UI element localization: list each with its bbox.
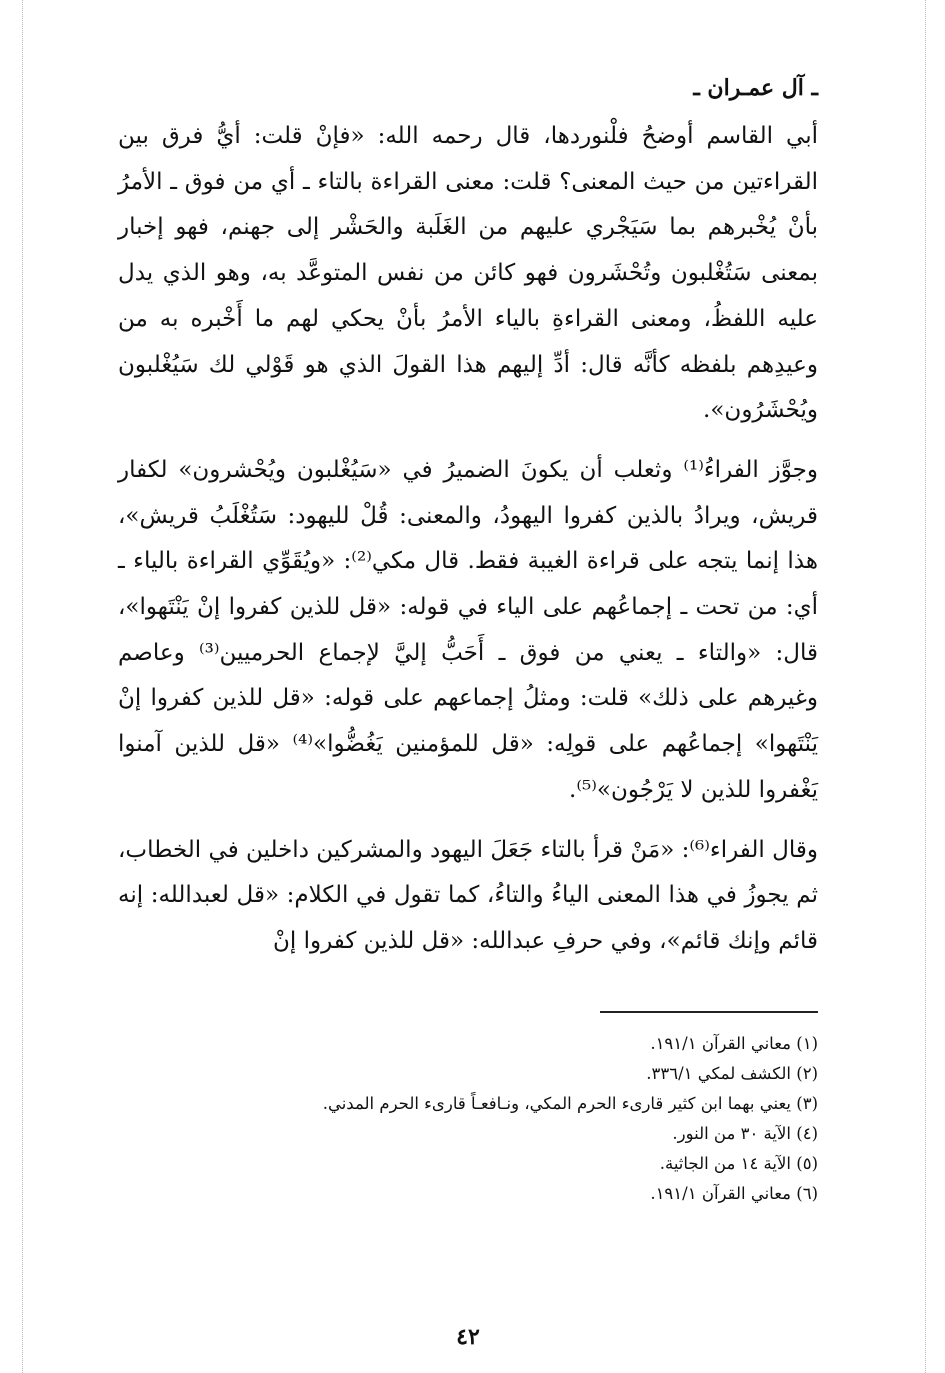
running-head: ـ آل عمـران ـ	[693, 75, 818, 101]
paragraph-1: أبي القاسم أوضحُ فلْنوردها، قال رحمه الله: «فإنْ قلت: أيُّ فرق بين القراءتين من حيث المعنى؟ قلت: معنى القراءة بالتاء ـ أي من فوق ـ الأمرُ بأنْ يُخْبرهم بما سَيَجْري عليهم من الغَلَبة والحَشْر إلى جهنم، فهو إخبار بمعنى سَتُغْلبون وتُحْشَرون فهو كائن من نفس المتوعَّد به، وهو الذي يدل عليه اللفظُ، ومعنى القراءةِ بالياء الأمرُ بأنْ يحكي لهم ما أَخْبره به من وعيدِهم بلفظه كأنَّه قال: أدِّ إليهم هذا القولَ الذي هو قَوْلي لك سَيُغْلبون ويُحْشَرُون».	[118, 123, 818, 424]
footnote-1: (١) معاني القرآن ١٩١/١.	[650, 1033, 818, 1053]
page-edge-right	[925, 0, 926, 1373]
body-text	[118, 114, 818, 965]
paragraph-3: وقال الفراء⁽⁶⁾: «مَنْ قرأ بالتاء جَعَلَ اليهود والمشركين داخلين في الخطاب، ثم يجوزُ في هذا المعنى الياءُ والتاءُ، كما تقول في الكلام: «قل لعبدالله: إنه قائم وإنك قائم»، وفي حرفِ عبدالله: «قل للذين كفروا إنْ	[118, 836, 818, 954]
footnote-separator	[600, 1011, 818, 1013]
footnote-6: (٦) معاني القرآن ١٩١/١.	[650, 1183, 818, 1203]
page-number: ٤٢	[456, 1324, 480, 1350]
footnote-5: (٥) الآية ١٤ من الجاثية.	[659, 1153, 818, 1173]
page-edge-left	[22, 0, 23, 1373]
footnote-3: (٣) يعني بهما ابن كثير قارىء الحرم المكي، ونـافعـاً قارىء الحرم المدني.	[322, 1093, 818, 1113]
book-page	[118, 62, 818, 1362]
footnote-2: (٢) الكشف لمكي ٣٣٦/١.	[646, 1063, 818, 1083]
footnotes-list	[118, 1029, 818, 1209]
paragraph-2: وجوَّز الفراءُ⁽¹⁾ وثعلب أن يكونَ الضميرُ في «سَيُغْلبون ويُحْشرون» لكفار قريش، ويرادُ بالذين كفروا اليهودُ، والمعنى: قُلْ لليهود: سَتُغْلَبُ قريش»، هذا إنما يتجه على قراءة الغيبة فقط. قال مكي⁽²⁾: «ويُقَوِّي القراءة بالياء ـ أي: من تحت ـ إجماعُهم على الياء في قوله: «قل للذين كفروا إنْ يَنْتَهوا»، قال: «والتاء ـ يعني من فوق ـ أَحَبُّ إليَّ لإجماع الحرميين⁽³⁾ وعاصم وغيرهم على ذلك» قلت: ومثلُ إجماعهم على قوله: «قل للذين كفروا إنْ يَنْتَهوا» إجماعُهم على قولِه: «قل للمؤمنين يَغُضُّوا»⁽⁴⁾ «قل للذين آمنوا يَغْفروا للذين لا يَرْجُون»⁽⁵⁾.	[118, 456, 819, 803]
footnote-4: (٤) الآية ٣٠ من النور.	[672, 1123, 818, 1143]
